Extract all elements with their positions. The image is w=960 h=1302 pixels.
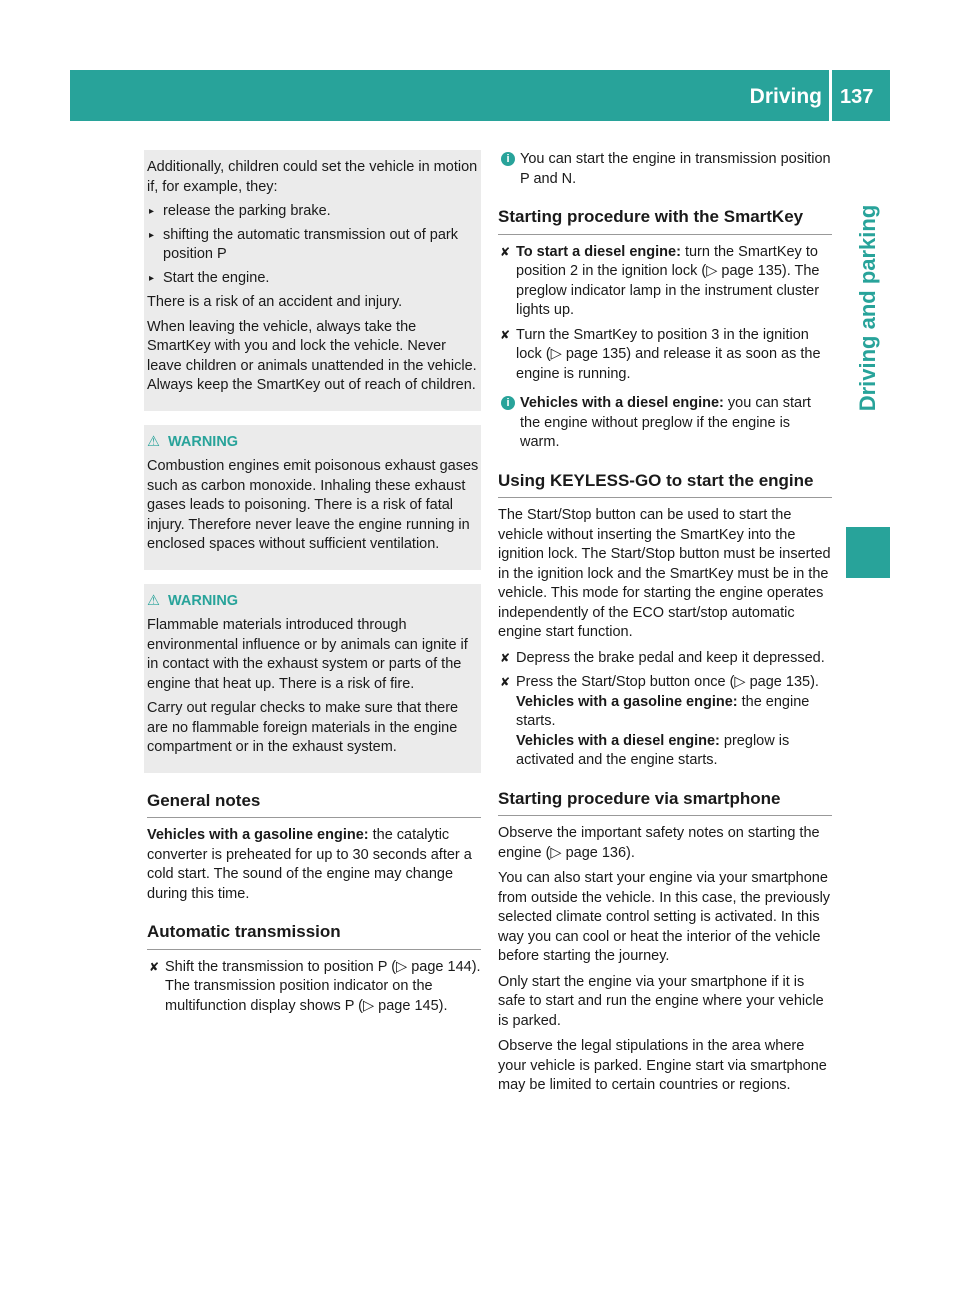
warning-heading: [147, 433, 481, 453]
intro-text: Additionally, children could set the vehicle in motion if, for example, they:: [147, 159, 478, 195]
info-note: [498, 150, 832, 189]
keyless-text: The Start/Stop button can be used to start the vehicle without inserting the SmartKey into the ignition lock. The Start/Stop button must be inserted in the ignition lock and the SmartKey must be in the vehicle. This mode for starting the engine operates independently of the ECO start/stop automatic engine start function.: [498, 507, 831, 640]
instruction-step: [498, 243, 832, 321]
smartphone-text: Observe the important safety notes on starting the engine (▷ page 136).: [498, 825, 820, 861]
heading-automatic-transmission: Automatic transmission: [147, 922, 481, 950]
instruction-step: [147, 958, 481, 1017]
list-item: ▸ shifting the automatic transmission out of park position P: [147, 226, 481, 265]
step-text: Shift the transmission to position P (▷ page 144). The transmission position indicator on the multifunction display shows P (▷ page 145).: [165, 958, 481, 1014]
list-item: ▸ Start the engine.: [147, 269, 481, 289]
smartphone-text: Only start the engine via your smartphone if it is safe to start and run the engine where your vehicle is parked.: [498, 973, 824, 1029]
step-arrow-icon: ✘: [149, 959, 160, 974]
info-text: you can start the engine without preglow if the engine is warm.: [520, 395, 811, 450]
warning-triangle-icon: ⚠: [147, 433, 160, 450]
leaving-text: When leaving the vehicle, always take the SmartKey with you and lock the vehicle. Never leave children or animals unattended in the vehicle. Always keep the SmartKey out of reach of children.: [147, 318, 477, 393]
heading-smartkey: Starting procedure with the SmartKey: [498, 207, 832, 235]
warning-box-fire: [144, 584, 481, 773]
warning-heading: [147, 592, 481, 612]
body-text: the catalytic converter is preheated for up to 30 seconds after a cold start. The sound of the engine may change during this time.: [147, 827, 472, 902]
left-column: [147, 150, 481, 1021]
list-item: ▸ release the parking brake.: [147, 202, 481, 222]
step-arrow-icon: ✘: [500, 675, 511, 689]
info-note: [498, 394, 832, 453]
info-icon: i: [501, 152, 515, 166]
step-text: Turn the SmartKey to position 3 in the ignition lock (▷ page 135) and release it as soon as the engine is running.: [516, 326, 821, 382]
bold-label: To start a diesel engine:: [516, 243, 681, 260]
header-separator: [829, 70, 832, 121]
step-text: the engine starts.: [516, 693, 810, 729]
warning-box-exhaust: [144, 425, 481, 570]
smartphone-text: Observe the legal stipulations in the area where your vehicle is parked. Engine start via smartphone may be limited to certain countries or regions.: [498, 1038, 827, 1093]
heading-general-notes: General notes: [147, 791, 481, 819]
warning-text: Carry out regular checks to make sure that there are no flammable foreign materials in the engine compartment or in the exhaust system.: [147, 700, 459, 755]
step-text: Press the Start/Stop button once (▷ page 135).: [516, 674, 819, 690]
risk-text: There is a risk of an accident and injury.: [147, 294, 403, 310]
general-notes-text: [147, 826, 481, 904]
bold-label: Vehicles with a diesel engine:: [516, 732, 720, 749]
page-number: 137: [840, 86, 874, 108]
bold-label: Vehicles with a diesel engine:: [520, 395, 724, 411]
side-tab-label: Driving and parking: [855, 204, 880, 412]
info-icon: i: [501, 396, 515, 410]
smartphone-text: You can also start your engine via your smartphone from outside the vehicle. In this case, the previously selected climate control setting is activated. In this way you can cool or heat the interior of the vehicle before starting the journey.: [498, 870, 831, 964]
child-safety-box: [144, 150, 481, 411]
instruction-step: [498, 649, 832, 669]
bold-label: Vehicles with a gasoline engine:: [147, 827, 369, 843]
bullet-list: [147, 202, 481, 288]
section-title: Driving: [749, 85, 822, 108]
step-text: preglow is activated and the engine starts.: [516, 732, 790, 768]
step-arrow-icon: ✘: [500, 327, 511, 342]
right-column: [498, 150, 832, 1102]
step-arrow-icon: ✘: [500, 650, 511, 665]
instruction-step: [498, 673, 832, 771]
instruction-step: [498, 326, 832, 385]
step-arrow-icon: ✘: [500, 244, 511, 259]
side-tab-block: [846, 527, 890, 578]
warning-title: WARNING: [168, 433, 239, 450]
step-text: Depress the brake pedal and keep it depressed.: [516, 649, 825, 666]
warning-triangle-icon: ⚠: [147, 592, 160, 609]
warning-text: Flammable materials introduced through environmental influence or by animals can ignite if in contact with the exhaust system or parts of the engine that heat up. There is a risk of fire.: [147, 617, 468, 692]
step-text: turn the SmartKey to position 2 in the ignition lock (▷ page 135). The preglow indicator lamp in the instrument cluster lights up.: [516, 243, 820, 318]
bold-label: Vehicles with a gasoline engine:: [516, 693, 738, 710]
heading-keyless-go: Using KEYLESS-GO to start the engine: [498, 471, 832, 499]
heading-smartphone: Starting procedure via smartphone: [498, 789, 832, 817]
warning-text: Combustion engines emit poisonous exhaust gases such as carbon monoxide. Inhaling these exhaust gases leads to poisoning. There is a risk of fatal injury. Therefore never leave the engine running in enclosed spaces without sufficient ventilation.: [147, 458, 479, 552]
info-text: You can start the engine in transmission position P and N.: [520, 151, 831, 187]
warning-title: WARNING: [168, 592, 239, 609]
